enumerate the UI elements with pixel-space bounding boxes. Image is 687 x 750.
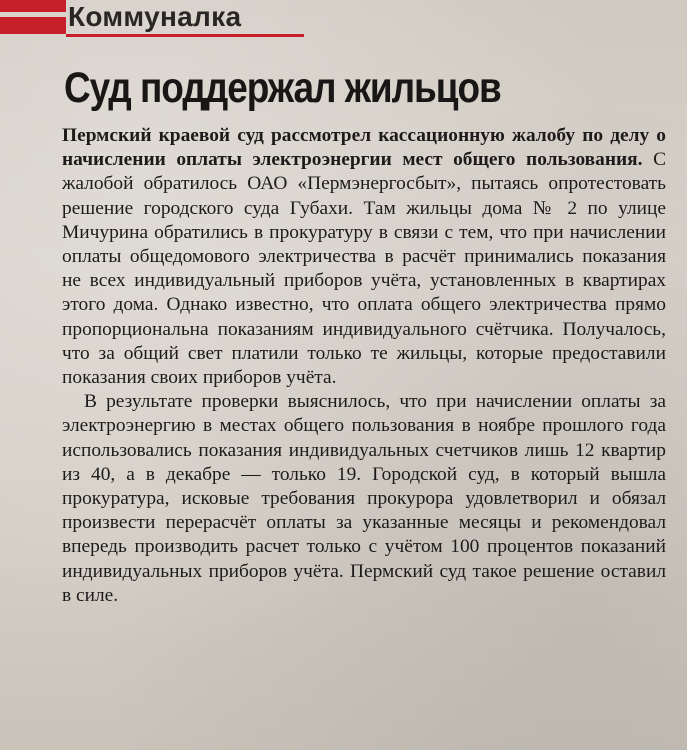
- article-headline: Суд поддержал жильцов: [64, 64, 501, 112]
- rubric-marker: [0, 0, 66, 34]
- article-paragraph-1: [62, 124, 666, 390]
- rubric-label: Коммуналка: [68, 1, 242, 32]
- article-body: [62, 124, 666, 608]
- article-paragraph-2: В результате проверки выяснилось, что при начислении оплаты за электроэнергию в местах общего пользования в ноябре прошлого года использовались показания индивидуальных счетчиков лишь 12 квартир из 40, а в декабре — только 19. Городской суд, в который вышла прокуратура, исковые требования прокурора удовлетворил и обязал произвести перерасчёт оплаты за указанные месяцы и рекомендовал впередь производить расчет только с учётом 100 процентов показаний индивидуальных приборов учёта. Пермский суд такое решение оставил в силе.: [62, 391, 666, 606]
- article-paragraph-1-text: С жалобой обратилось ОАО «Пермэнергосбыт», пытаясь опротестовать решение городского суда Губахи. Там жильцы дома № 2 по улице Мичурина обратились в прокуратуру в связи с тем, что при начислении оплаты общедомового электричества в расчёт принимались показания не всех индивидуальный приборов учёта, установленных в квартирах этого дома. Однако известно, что оплата общего электричества прямо пропорциональна показаниям индивидуального счётчика. Получалось, что за общий свет платили только те жильцы, которые предоставили показания своих приборов учёта.: [62, 149, 667, 389]
- article-lead: Пермский краевой суд рассмотрел кассационную жалобу по делу о начислении оплаты электроэнергии мест общего пользования.: [62, 125, 666, 171]
- rubric-underline: [66, 34, 304, 37]
